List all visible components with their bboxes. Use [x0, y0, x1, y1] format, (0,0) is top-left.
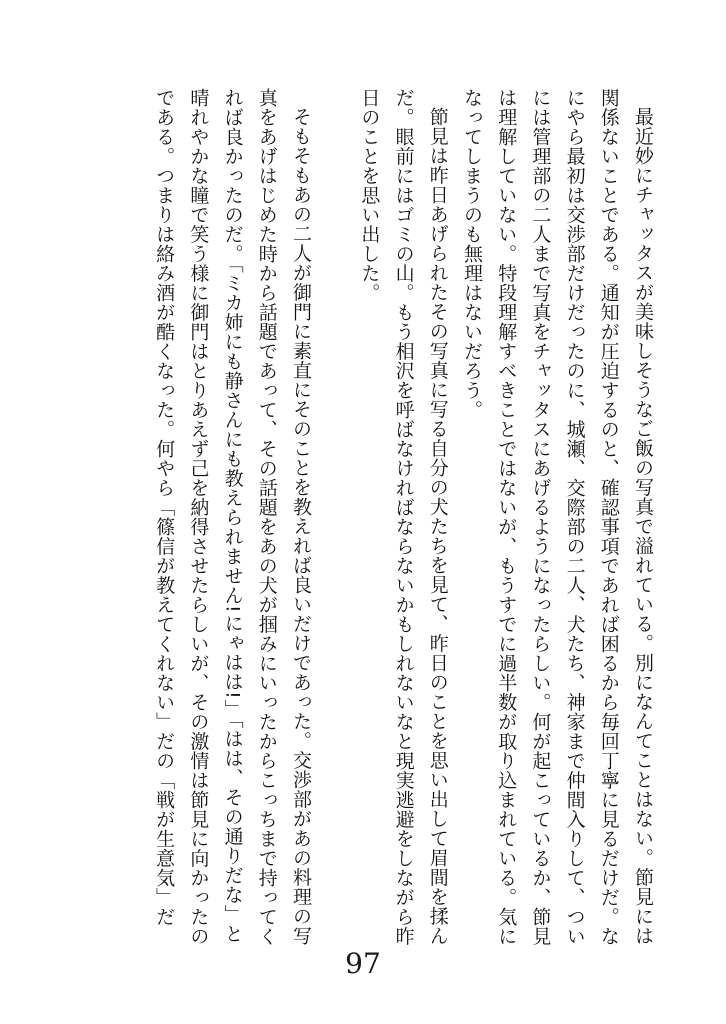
paragraph-break [318, 88, 352, 953]
vertical-body-text [70, 88, 660, 953]
paragraph-2: 節見は昨日あげられたその写真に写る自分の犬たちを見て、昨日のことを思い出して眉間を揉んだ。眼前にはゴミの山。もう相沢を呼ばなければならないかもしれないなと現実逃避をしながら昨日のことを思い出した。 [358, 88, 449, 946]
paragraph-1: 最近妙にチャッタスが美味しそうなご飯の写真で溢れている。別になんてことはない。節見には関係ないことである。通知が圧迫するのと、確認事項であれば困るから毎回丁寧に見るだけだ。なにやら最初は交渉部だけだったのに、城瀬、交際部の二人、犬たち、神家まで仲間入りして、ついには管理部の二人まで写真をチャッタスにあげるようになったらしい。何が起こっているか、節見は理解していない。特段理解すべきことではないが、もうすでに過半数が取り込まれている。気になってしまうのも無理はないだろう。 [460, 88, 654, 946]
page-number: 97 [345, 947, 381, 980]
paragraph-3: そもそもあの二人が御門に素直にそのことを教えれば良いだけであった。交渉部があの料理の写真をあげはじめた時から話題であって、その話題をあの犬が掴みにいったからこっちまで持ってくれば良かったのだ。「ミカ姉にも静さんにも教えられません!にゃはは!」「はは、その通りだな」と晴れやかな瞳で笑う様に御門はとりあえず己を納得させたらしいが、その激情は節見に向かったのである。つまりは絡み酒が酷くなった。何やら「篠信が教えてくれない」だの「戦が生意気」だ [153, 88, 312, 946]
